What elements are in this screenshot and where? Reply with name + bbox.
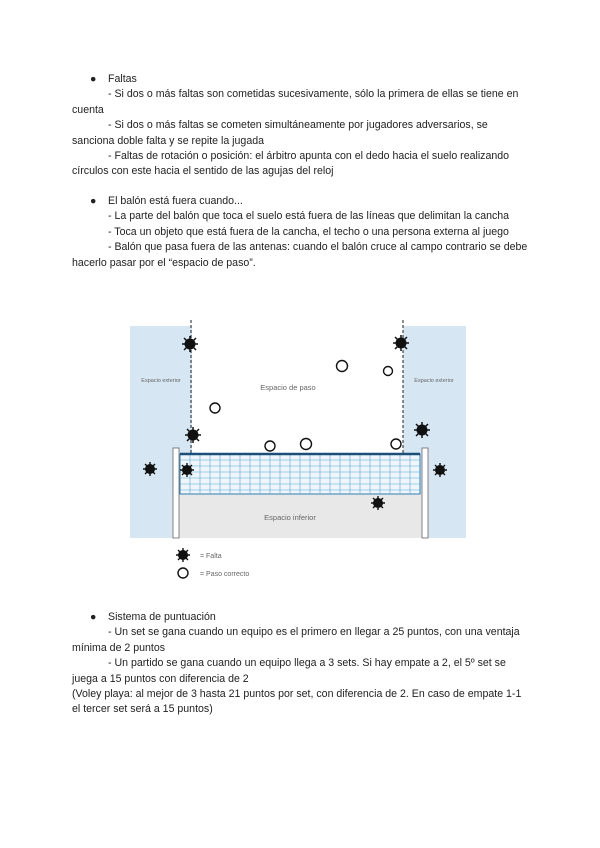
correct-ball bbox=[384, 367, 393, 376]
list-line: - Un set se gana cuando un equipo es el primero en llegar a 25 puntos, con una ventaja mínima de 2 puntos bbox=[72, 626, 520, 654]
list-line: - Faltas de rotación o posición: el árbitro apunta con el dedo hacia el suelo realizando círculos con este hacia el sentido de las agujas del reloj bbox=[72, 150, 510, 178]
bullet-item bbox=[72, 194, 532, 209]
correct-ball bbox=[210, 403, 220, 413]
list-line: - Un partido se gana cuando un equipo llega a 3 sets. Si hay empate a 2, el 5º set se juega a 15 puntos con diferencia de 2 bbox=[72, 657, 506, 685]
correct-ball bbox=[391, 439, 401, 449]
bullet-item bbox=[72, 72, 532, 87]
label-exterior-right: Espacio exterior bbox=[414, 378, 454, 384]
bullet-dot: ● bbox=[90, 611, 97, 623]
bullet-item bbox=[72, 610, 532, 625]
diagram-svg bbox=[128, 318, 468, 588]
correct-ball bbox=[265, 441, 275, 451]
legend-correct-icon bbox=[178, 568, 188, 578]
label-lower-space: Espacio inferior bbox=[264, 513, 316, 522]
correct-ball bbox=[337, 361, 348, 372]
fault-ball bbox=[182, 336, 198, 352]
list-line: - Si dos o más faltas se cometen simultáneamente por jugadores adversarios, se sanciona doble falta y se repite la jugada bbox=[72, 119, 488, 147]
bullet-dot: ● bbox=[90, 195, 97, 207]
label-crossing-space: Espacio de paso bbox=[260, 383, 316, 392]
beach-volley-note: (Voley playa: al mejor de 3 hasta 21 puntos por set, con diferencia de 2. En caso de empate 1-1 el tercer set será a 15 puntos) bbox=[72, 688, 522, 716]
fault-ball bbox=[433, 463, 447, 477]
fault-ball bbox=[414, 422, 430, 438]
legend-fault-label: = Falta bbox=[200, 553, 222, 560]
fault-ball bbox=[393, 335, 409, 351]
section-puntuacion bbox=[72, 610, 532, 718]
section-title: El balón está fuera cuando... bbox=[108, 195, 243, 207]
section-faltas bbox=[72, 72, 532, 180]
list-line: - Si dos o más faltas son cometidas sucesivamente, sólo la primera de ellas se tiene en cuenta bbox=[72, 88, 519, 116]
list-line: - Balón que pasa fuera de las antenas: cuando el balón cruce al campo contrario se debe hacerlo pasar por el “espacio de paso”. bbox=[72, 241, 528, 269]
legend bbox=[176, 548, 249, 578]
fault-ball bbox=[180, 463, 194, 477]
post-right bbox=[422, 448, 428, 538]
label-exterior-left: Espacio exterior bbox=[141, 378, 181, 384]
list-line: - Toca un objeto que está fuera de la cancha, el techo o una persona externa al juego bbox=[108, 225, 509, 238]
section-title: Sistema de puntuación bbox=[108, 611, 216, 623]
fault-ball bbox=[371, 496, 385, 510]
post-left bbox=[173, 448, 179, 538]
section-title: Faltas bbox=[108, 73, 137, 85]
list-line: - La parte del balón que toca el suelo está fuera de las líneas que delimitan la cancha bbox=[108, 210, 510, 223]
fault-ball bbox=[185, 427, 201, 443]
legend-fault-icon bbox=[176, 548, 190, 562]
section-balon-fuera bbox=[72, 194, 532, 271]
fault-ball bbox=[143, 462, 157, 476]
net-space-diagram bbox=[128, 318, 468, 588]
bullet-dot: ● bbox=[90, 73, 97, 85]
legend-correct-label: = Paso correcto bbox=[200, 571, 250, 578]
correct-ball bbox=[301, 439, 312, 450]
